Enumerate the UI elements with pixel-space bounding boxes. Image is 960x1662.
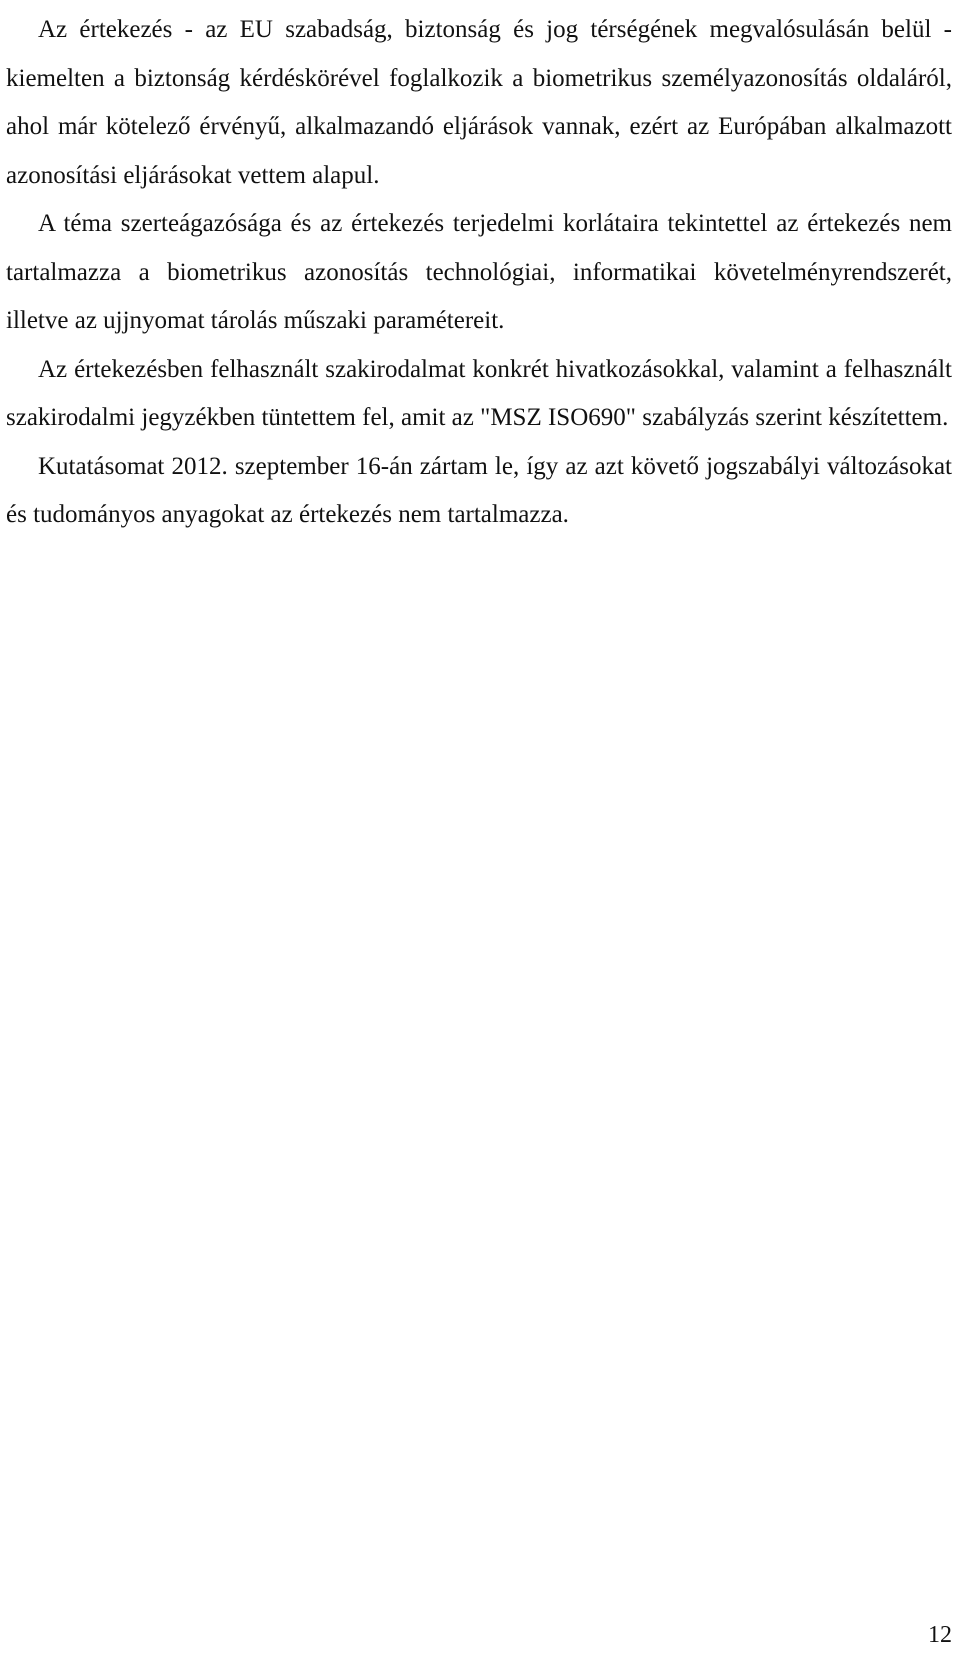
paragraph-scope: Az értekezés - az EU szabadság, biztonság és jog térségének megvalósulásán belül - kiemelten a biztonság kérdéskörével foglalkozik a biometrikus személyazonosítás oldaláról, ahol már kötelező érvényű, alkalmazandó eljárások vannak, ezért az Európában alkalmazott azonosítási eljárásokat vettem alapul.: [6, 16, 952, 189]
body-text: [6, 6, 952, 540]
paragraph-research-closure: Kutatásomat 2012. szeptember 16-án zártam le, így az azt követő jogszabályi változásokat és tudományos anyagokat az értekezés nem tartalmazza.: [6, 452, 952, 528]
paragraph-limitations: A téma szerteágazósága és az értekezés terjedelmi korlátaira tekintettel az értekezés nem tartalmazza a biometrikus azonosítás technológiai, informatikai követelményrendszerét, illetve az ujjnyomat tárolás műszaki paramétereit.: [6, 210, 952, 334]
page-number: 12: [928, 1622, 952, 1648]
paragraph-references: Az értekezésben felhasznált szakirodalmat konkrét hivatkozásokkal, valamint a felhasznált szakirodalmi jegyzékben tüntettem fel, amit az "MSZ ISO690" szabályzás szerint készítettem.: [6, 355, 952, 431]
